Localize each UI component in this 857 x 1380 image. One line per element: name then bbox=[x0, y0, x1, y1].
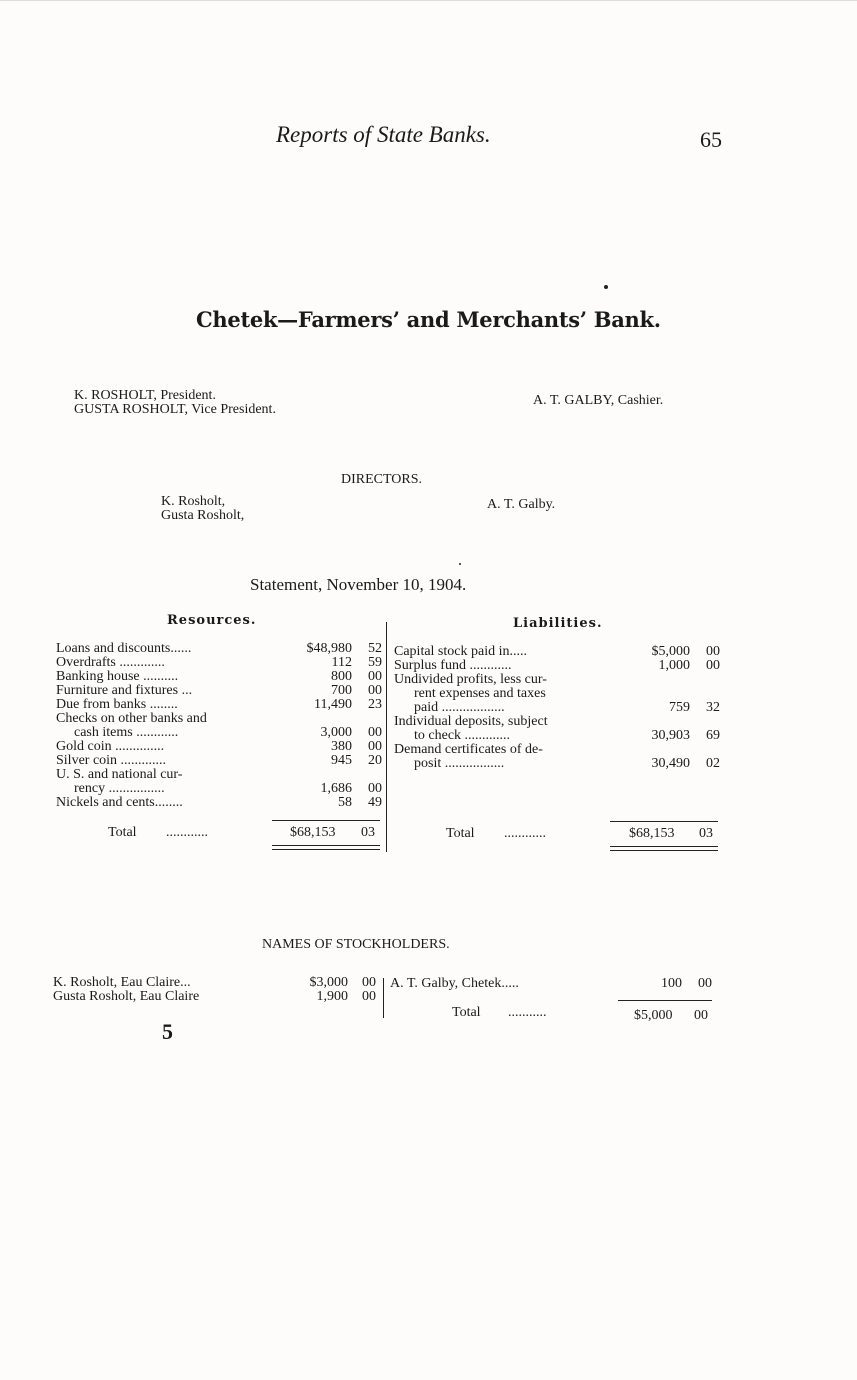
row-dollars: 1,000 bbox=[658, 658, 690, 673]
row-cents: 69 bbox=[706, 728, 720, 743]
row-label: U. S. and national cur- bbox=[56, 767, 183, 782]
row-cents: 52 bbox=[368, 641, 382, 656]
table-row bbox=[56, 642, 382, 656]
running-header-title: Reports of State Banks. bbox=[276, 122, 491, 147]
row-label: cash items ............ bbox=[74, 725, 179, 740]
row-cents: 00 bbox=[368, 683, 382, 698]
table-row bbox=[394, 729, 720, 743]
row-label: A. T. Galby, Chetek..... bbox=[390, 976, 519, 991]
row-label: K. Rosholt, Eau Claire... bbox=[53, 975, 191, 990]
page-number: 65 bbox=[700, 127, 722, 152]
table-row bbox=[394, 701, 720, 715]
row-label: Banking house .......... bbox=[56, 669, 179, 684]
resources-total-rule bbox=[272, 820, 380, 821]
row-dollars: 100 bbox=[661, 976, 682, 991]
officer-cashier: A. T. GALBY, Cashier. bbox=[533, 393, 664, 408]
row-cents: 00 bbox=[368, 781, 382, 796]
row-dollars: 58 bbox=[338, 795, 352, 810]
row-dollars: 759 bbox=[669, 700, 690, 715]
row-cents: 02 bbox=[706, 756, 720, 771]
row-label: Loans and discounts...... bbox=[56, 641, 192, 656]
row-dollars: 700 bbox=[331, 683, 352, 698]
bank-title: Chetek—Farmers’ and Merchants’ Bank. bbox=[196, 307, 661, 332]
row-cents: 59 bbox=[368, 655, 382, 670]
row-dollars: 945 bbox=[331, 753, 352, 768]
table-row bbox=[56, 768, 382, 782]
table-row bbox=[394, 673, 720, 687]
resources-double-rule-top bbox=[272, 845, 380, 846]
liabilities-total-rule bbox=[610, 821, 718, 822]
row-cents: 00 bbox=[706, 644, 720, 659]
row-dollars: 30,490 bbox=[651, 756, 690, 771]
liabilities-double-rule-bottom bbox=[610, 850, 718, 851]
table-row bbox=[394, 757, 720, 771]
table-row bbox=[394, 715, 720, 729]
row-dollars: 1,900 bbox=[316, 989, 348, 1004]
table-row bbox=[56, 712, 382, 726]
table-row bbox=[56, 726, 382, 740]
scan-edge bbox=[0, 0, 857, 1]
row-cents: 49 bbox=[368, 795, 382, 810]
row-label: paid .................. bbox=[414, 700, 505, 715]
row-label: Checks on other banks and bbox=[56, 711, 207, 726]
liabilities-total-dollars: $68,153 bbox=[629, 826, 675, 841]
liabilities-total-label: Total bbox=[446, 826, 475, 841]
scan-speck bbox=[459, 563, 461, 565]
table-row bbox=[56, 740, 382, 754]
row-label: rency ................ bbox=[74, 781, 165, 796]
resources-total-dots: ............ bbox=[166, 825, 208, 840]
row-label: posit ................. bbox=[414, 756, 505, 771]
table-row bbox=[53, 976, 376, 990]
stockholders-total-dollars: $5,000 bbox=[634, 1008, 673, 1023]
row-dollars: 380 bbox=[331, 739, 352, 754]
table-row bbox=[56, 754, 382, 768]
table-row bbox=[390, 977, 712, 991]
row-cents: 00 bbox=[368, 739, 382, 754]
directors-heading: DIRECTORS. bbox=[341, 472, 423, 487]
row-dollars: $48,980 bbox=[306, 641, 352, 656]
table-row bbox=[56, 796, 382, 810]
row-label: Undivided profits, less cur- bbox=[394, 672, 547, 687]
row-label: Capital stock paid in..... bbox=[394, 644, 527, 659]
row-label: Due from banks ........ bbox=[56, 697, 178, 712]
stockholders-heading: NAMES OF STOCKHOLDERS. bbox=[262, 937, 450, 952]
table-row bbox=[56, 782, 382, 796]
row-cents: 00 bbox=[362, 989, 376, 1004]
table-row bbox=[394, 687, 720, 701]
row-dollars: 1,686 bbox=[320, 781, 352, 796]
stockholders-total-rule bbox=[618, 1000, 712, 1001]
resources-total-label: Total bbox=[108, 825, 137, 840]
stockholders-left-table bbox=[53, 976, 376, 1004]
table-row bbox=[53, 990, 376, 1004]
column-divider bbox=[386, 622, 387, 852]
director-left-1: K. Rosholt, bbox=[161, 494, 226, 509]
resources-double-rule-bottom bbox=[272, 849, 380, 850]
director-left-2: Gusta Rosholt, bbox=[161, 508, 245, 523]
row-dollars: $3,000 bbox=[309, 975, 348, 990]
row-dollars: $5,000 bbox=[651, 644, 690, 659]
row-cents: 00 bbox=[368, 669, 382, 684]
row-label: Nickels and cents........ bbox=[56, 795, 183, 810]
row-dollars: 30,903 bbox=[651, 728, 690, 743]
stockholders-total-cents: 00 bbox=[694, 1008, 708, 1023]
row-dollars: 112 bbox=[331, 655, 352, 670]
table-row bbox=[394, 659, 720, 673]
row-label: to check ............. bbox=[414, 728, 511, 743]
liabilities-total-cents: 03 bbox=[699, 826, 713, 841]
stockholders-right-table bbox=[390, 977, 712, 991]
officer-vice-president: GUSTA ROSHOLT, Vice President. bbox=[74, 402, 276, 417]
table-row bbox=[56, 656, 382, 670]
stockholders-total-label: Total bbox=[452, 1005, 481, 1020]
director-right: A. T. Galby. bbox=[487, 497, 556, 512]
liabilities-table bbox=[394, 645, 720, 771]
row-cents: 20 bbox=[368, 753, 382, 768]
liabilities-double-rule-top bbox=[610, 846, 718, 847]
page-stamp-mark: 5 bbox=[162, 1019, 173, 1044]
row-cents: 00 bbox=[698, 976, 712, 991]
resources-total-cents: 03 bbox=[361, 825, 375, 840]
table-row bbox=[394, 645, 720, 659]
officer-president: K. ROSHOLT, President. bbox=[74, 388, 216, 403]
statement-title: Statement, November 10, 1904. bbox=[250, 575, 467, 594]
table-row bbox=[56, 684, 382, 698]
row-cents: 00 bbox=[362, 975, 376, 990]
row-label: Gold coin .............. bbox=[56, 739, 165, 754]
row-cents: 00 bbox=[368, 725, 382, 740]
table-row bbox=[56, 698, 382, 712]
stockholders-divider bbox=[383, 978, 384, 1018]
liabilities-heading: Liabilities. bbox=[513, 616, 603, 631]
row-label: rent expenses and taxes bbox=[414, 686, 546, 701]
row-label: Demand certificates of de- bbox=[394, 742, 543, 757]
row-label: Overdrafts ............. bbox=[56, 655, 165, 670]
liabilities-total-dots: ............ bbox=[504, 826, 546, 841]
table-row bbox=[394, 743, 720, 757]
row-cents: 23 bbox=[368, 697, 382, 712]
row-label: Individual deposits, subject bbox=[394, 714, 548, 729]
table-row bbox=[56, 670, 382, 684]
row-label: Surplus fund ............ bbox=[394, 658, 512, 673]
row-label: Silver coin ............. bbox=[56, 753, 167, 768]
row-cents: 00 bbox=[706, 658, 720, 673]
resources-table bbox=[56, 642, 382, 810]
resources-heading: Resources. bbox=[167, 613, 257, 628]
stockholders-total-dots: ........... bbox=[508, 1005, 547, 1020]
row-dollars: 11,490 bbox=[314, 697, 352, 712]
row-label: Gusta Rosholt, Eau Claire bbox=[53, 989, 200, 1004]
row-dollars: 3,000 bbox=[320, 725, 352, 740]
row-dollars: 800 bbox=[331, 669, 352, 684]
resources-total-dollars: $68,153 bbox=[290, 825, 336, 840]
row-cents: 32 bbox=[706, 700, 720, 715]
scan-speck bbox=[604, 285, 608, 289]
row-label: Furniture and fixtures ... bbox=[56, 683, 193, 698]
